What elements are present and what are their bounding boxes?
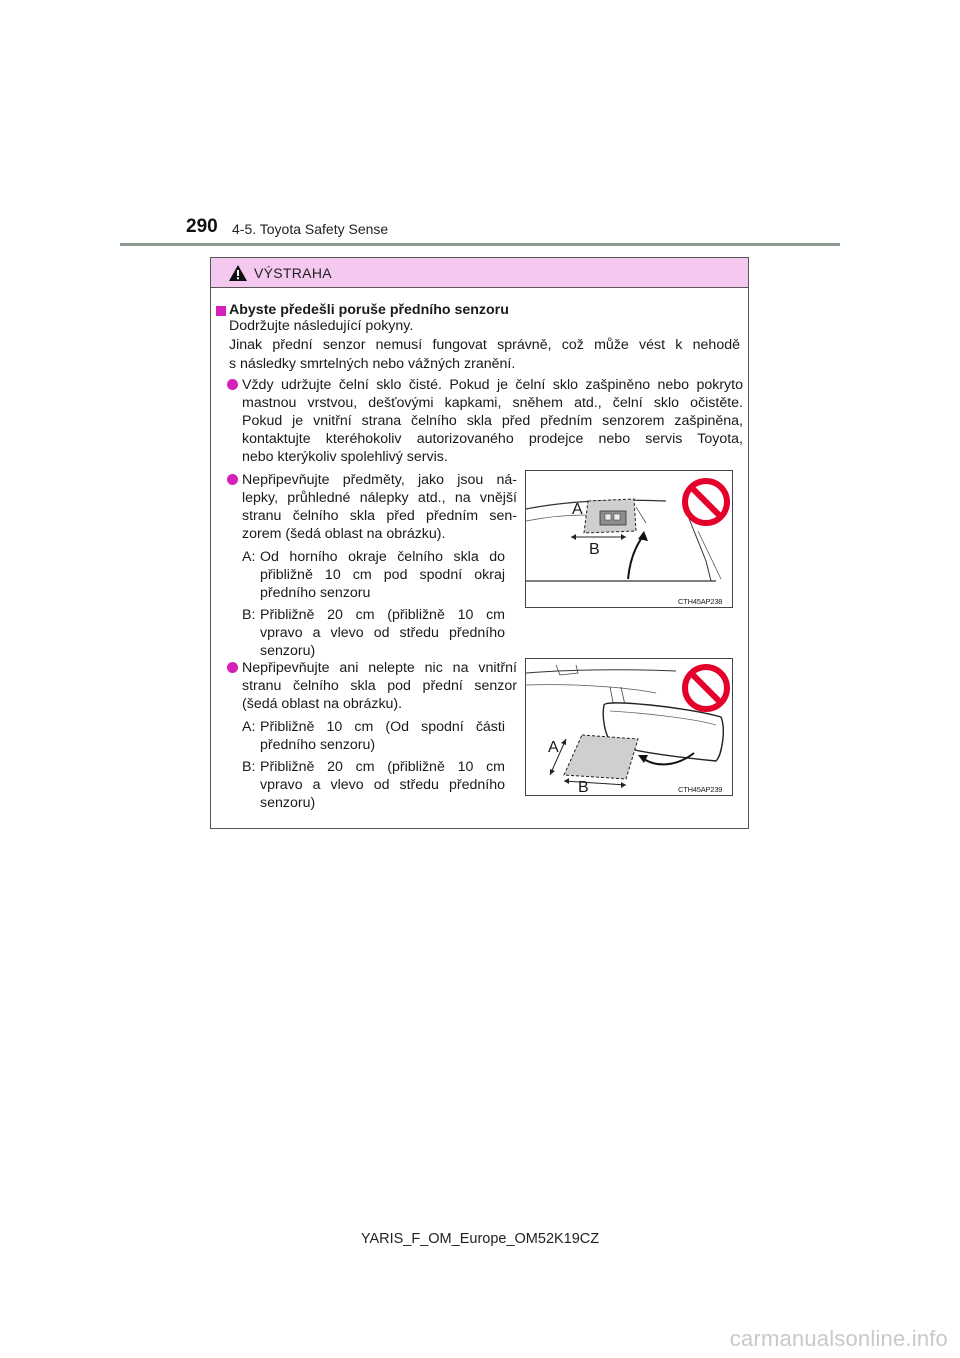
item-label: A: [242,549,256,565]
footer-doc-id: YARIS_F_OM_Europe_OM52K19CZ [360,1231,600,1247]
list-bullet-icon [227,474,238,485]
bullet2-line: lepky, průhledné nálepky atd., na vnější [242,490,517,506]
item-a-line: Přibližně 10 cm (Od spodní části [260,719,505,735]
bullet2-line: Nepřipevňujte předměty, jako jsou ná- [242,472,517,488]
warning-box [210,257,749,829]
item-a-line: Od horního okraje čelního skla do [260,549,505,565]
figure-label-b: B [589,541,600,558]
figure-code: CTH45AP238 [678,597,723,606]
bullet3-line: Nepřipevňujte ani nelepte nic na vnitřní [242,660,517,676]
bullet3-line: (šedá oblast na obrázku). [242,696,403,712]
warning-content [211,288,748,828]
bullet2-line: zorem (šedá oblast na obrázku). [242,526,446,542]
bullet1-line: kontaktujte kteréhokoliv autorizovaného prodejce nebo servis Toyota, [242,431,743,447]
header-rule [120,243,840,246]
bullet1-line: nebo kterýkoliv spolehlivý servis. [242,449,448,465]
bullet1-line: Pokud je vnitřní strana čelního skla před předním senzorem zašpiněna, [242,413,743,429]
item-b-line: senzoru) [260,643,316,659]
list-bullet-icon [227,379,238,390]
bullet1-line: mastnou vrstvou, dešťovými kapkami, sněhem atd., čelní sklo očistěte. [242,395,743,411]
item-b-line: Přibližně 20 cm (přibližně 10 cm [260,607,505,623]
item-b-line: vpravo a vlevo od středu předního [260,777,505,793]
bullet3-line: stranu čelního skla pod přední senzor [242,678,517,694]
warning-triangle-icon [228,264,248,282]
item-b-line: Přibližně 20 cm (přibližně 10 cm [260,759,505,775]
bullet1-line: Vždy udržujte čelní sklo čisté. Pokud je čelní sklo zašpiněno nebo pokryto [242,377,743,393]
intro-line: Jinak přední senzor nemusí fungovat správně, což může vést k nehodě [229,337,740,353]
watermark[interactable]: carmanualsonline.info [729,1326,948,1351]
warning-title: VÝSTRAHA [254,264,332,281]
item-label: B: [242,759,256,775]
figure-windshield-interior [525,658,733,796]
list-bullet-icon [227,662,238,673]
intro-line: Dodržujte následující pokyny. [229,318,414,334]
item-label: A: [242,719,256,735]
bullet2-line: stranu čelního skla před předním sen- [242,508,517,524]
intro-line: s následky smrtelných nebo vážných zranění. [229,356,516,372]
figure-label-b: B [578,779,589,796]
figure-code: CTH45AP239 [678,785,723,794]
item-a-line: předního senzoru) [260,737,376,753]
section-bullet-icon [216,306,226,316]
figure-windshield-exterior [525,470,733,608]
item-label: B: [242,607,256,623]
item-b-line: senzoru) [260,795,316,811]
warning-header [211,258,748,288]
item-a-line: přibližně 10 cm pod spodní okraj [260,567,505,583]
section-title: 4-5. Toyota Safety Sense [232,221,389,237]
item-b-line: vpravo a vlevo od středu předního [260,625,505,641]
prohibition-icon [681,477,731,527]
item-a-line: předního senzoru [260,585,371,601]
prohibition-icon [681,663,731,713]
page-number: 290 [186,216,218,237]
figure-label-a: A [548,739,559,756]
figure-label-a: A [572,501,583,518]
warning-heading: Abyste předešli poruše předního senzoru [229,302,509,318]
